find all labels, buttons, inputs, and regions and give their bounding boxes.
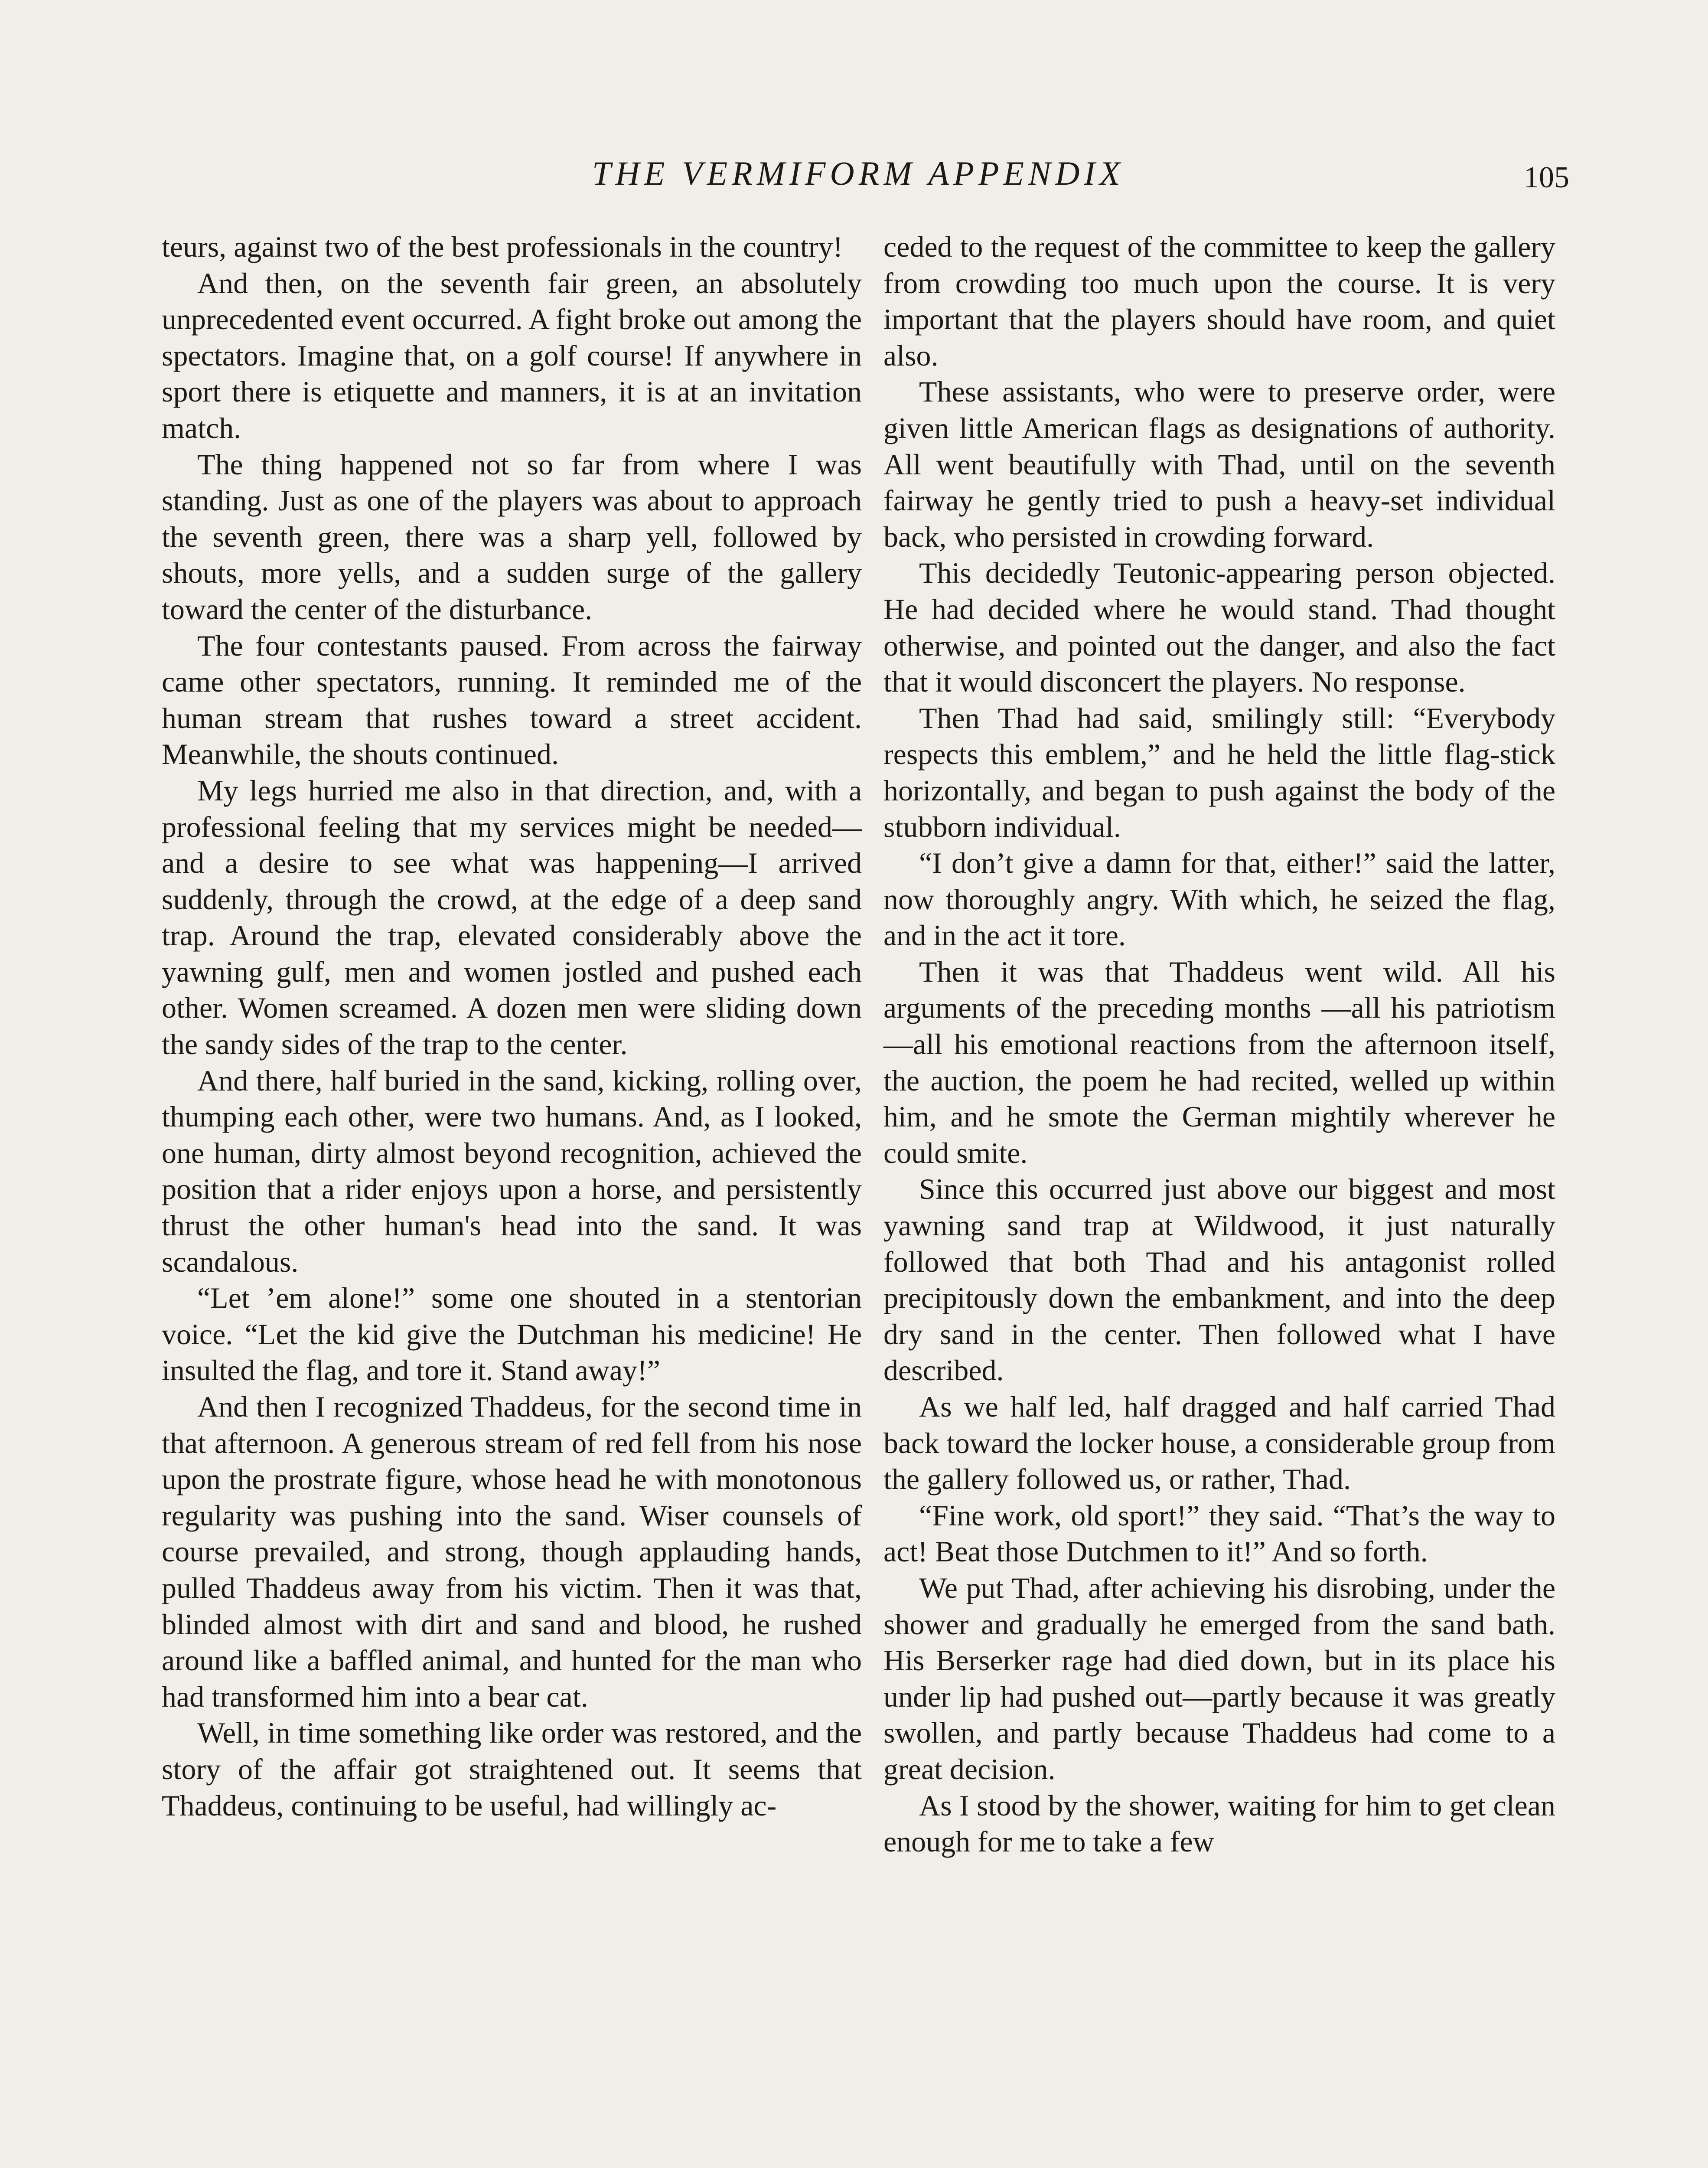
paragraph: Since this occurred just above our biggest and most yawning sand trap at Wildwood, it just naturally followed that both Thad and his antagonist rolled precipitously down the embankment, and into the deep dry sand in the center. Then followed what I have described. [883,1172,1555,1387]
page-header [0,147,1708,208]
paragraph: “Fine work, old sport!” they said. “That’s the way to act! Beat those Dutchmen to it!” And so forth. [883,1499,1555,1568]
paragraph: Well, in time something like order was restored, and the story of the affair got straightened out. It seems that Thaddeus, continuing to be useful, had willingly ac- [162,1716,862,1822]
paragraph: Then it was that Thaddeus went wild. All his arguments of the preceding months —all his patriotism—all his emotional reactions from the afternoon itself, the auction, the poem he had recited, welled up within him, and he smote the German mightily wherever he could smite. [883,955,1555,1169]
paragraph: As we half led, half dragged and half carried Thad back toward the locker house, a considerable group from the gallery followed us, or rather, Thad. [883,1390,1555,1496]
paragraph: “I don’t give a damn for that, either!” said the latter, now thoroughly angry. With which, he seized the flag, and in the act it tore. [883,846,1555,952]
paragraph: We put Thad, after achieving his disrobing, under the shower and gradually he emerged from the sand bath. His Berserker rage had died down, but in its place his under lip had pushed out—partly because it was greatly swollen, and partly because Thaddeus had come to a great decision. [883,1571,1555,1786]
paragraph: “Let ’em alone!” some one shouted in a stentorian voice. “Let the kid give the Dutchman his medicine! He insulted the flag, and tore it. Stand away!” [162,1281,862,1387]
paragraph: My legs hurried me also in that direction, and, with a professional feeling that my services might be needed—and a desire to see what was happening—I arrived suddenly, through the crowd, at the edge of a deep sand trap. Around the trap, elevated considerably above the yawning gulf, men and women jostled and pushed each other. Women screamed. A dozen men were sliding down the sandy sides of the trap to the center. [162,774,862,1061]
paragraph: As I stood by the shower, waiting for him to get clean enough for me to take a few [883,1789,1555,1858]
paragraph: And then, on the seventh fair green, an absolutely unprecedented event occurred. A fight broke out among the spectators. Imagine that, on a golf course! If anywhere in sport there is etiquette and manners, it is at an invitation match. [162,266,862,444]
paragraph: And there, half buried in the sand, kicking, rolling over, thumping each other, were two humans. And, as I looked, one human, dirty almost beyond recognition, achieved the position that a rider enjoys upon a horse, and persistently thrust the other human's head into the sand. It was scandalous. [162,1064,862,1278]
paragraph: The four contestants paused. From across the fairway came other spectators, running. It reminded me of the human stream that rushes toward a street accident. Meanwhile, the shouts continued. [162,629,862,771]
paragraph: ceded to the request of the committee to keep the gallery from crowding too much upon the course. It is very important that the players should have room, and quiet also. [883,230,1555,372]
left-text-column [162,229,862,2168]
paragraph: The thing happened not so far from where I was standing. Just as one of the players was about to approach the seventh green, there was a sharp yell, followed by shouts, more yells, and a sudden surge of the gallery toward the center of the disturbance. [162,447,862,626]
paragraph: These assistants, who were to preserve order, were given little American flags as designations of authority. All went beautifully with Thad, until on the seventh fairway he gently tried to push a heavy-set individual back, who persisted in crowding forward. [883,375,1555,553]
paragraph: And then I recognized Thaddeus, for the second time in that afternoon. A generous stream of red fell from his nose upon the prostrate figure, whose head he with monotonous regularity was pushing into the sand. Wiser counsels of course prevailed, and strong, though applauding hands, pulled Thaddeus away from his victim. Then it was that, blinded almost with dirt and sand and blood, he rushed around like a baffled animal, and hunted for the man who had transformed him into a bear cat. [162,1390,862,1713]
right-text-column [883,229,1555,2168]
running-title: THE VERMIFORM APPENDIX [592,154,1125,192]
paragraph: This decidedly Teutonic-appearing person objected. He had decided where he would stand. Thad thought otherwise, and pointed out the danger, and also the fact that it would disconcert the players. No response. [883,556,1555,699]
paragraph: Then Thad had said, smilingly still: “Everybody respects this emblem,” and he held the little flag-stick horizontally, and began to push against the body of the stubborn individual. [883,701,1555,843]
paragraph: teurs, against two of the best professionals in the country! [162,230,843,263]
page-number: 105 [1524,161,1569,194]
